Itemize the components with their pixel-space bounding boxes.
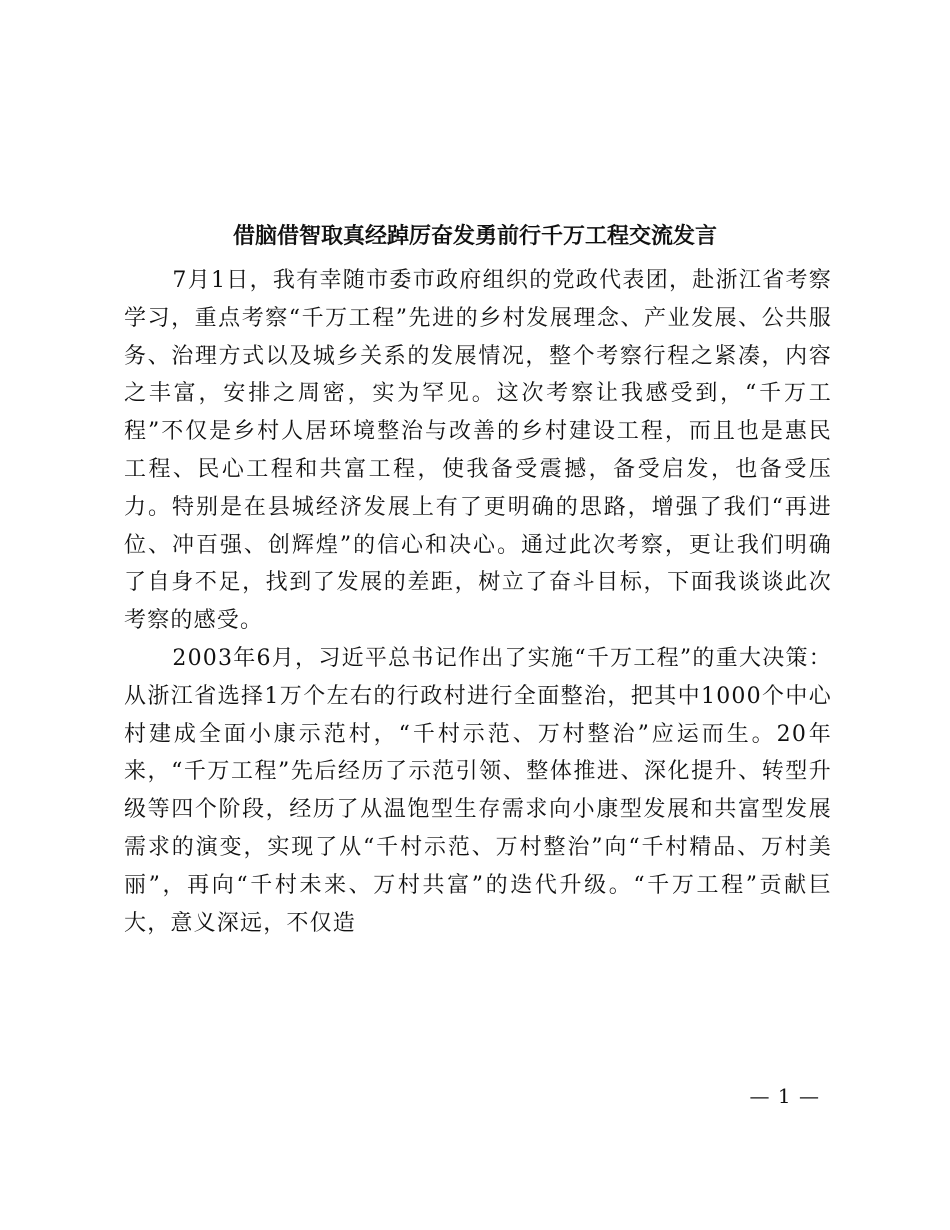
page-number: — 1 — [749, 1084, 820, 1108]
paragraph-1: 7月1日，我有幸随市委市政府组织的党政代表团，赴浙江省考察学习，重点考察“千万工程”先进的乡村发展理念、产业发展、公共服务、治理方式以及城乡关系的发展情况，整个考察行程之紧凑，内容之丰富，安排之周密，实为罕见。这次考察让我感受到，“千万工程”不仅是乡村人居环境整治与改善的乡村建设工程，而且也是惠民工程、民心工程和共富工程，使我备受震撼，备受启发，也备受压力。特别是在县城经济发展上有了更明确的思路，增强了我们“再进位、冲百强、创辉煌”的信心和决心。通过此次考察，更让我们明确了自身不足，找到了发展的差距，树立了奋斗目标，下面我谈谈此次考察的感受。 [124, 268, 832, 634]
paragraph-2: 2003年6月，习近平总书记作出了实施“千万工程”的重大决策：从浙江省选择1万个左右的行政村进行全面整治，把其中1000个中心村建成全面小康示范村，“千村示范、万村整治”应运而生。20年来，“千万工程”先后经历了示范引领、整体推进、深化提升、转型升级等四个阶段，经历了从温饱型生存需求向小康型发展和共富型发展需求的演变，实现了从“千村示范、万村整治”向“千村精品、万村美丽”，再向“千村未来、万村共富”的迭代升级。“千万工程”贡献巨大，意义深远，不仅造 [124, 645, 832, 936]
document-body [124, 262, 832, 942]
document-title: 借脑借智取真经踔厉奋发勇前行千万工程交流发言 [232, 223, 717, 249]
